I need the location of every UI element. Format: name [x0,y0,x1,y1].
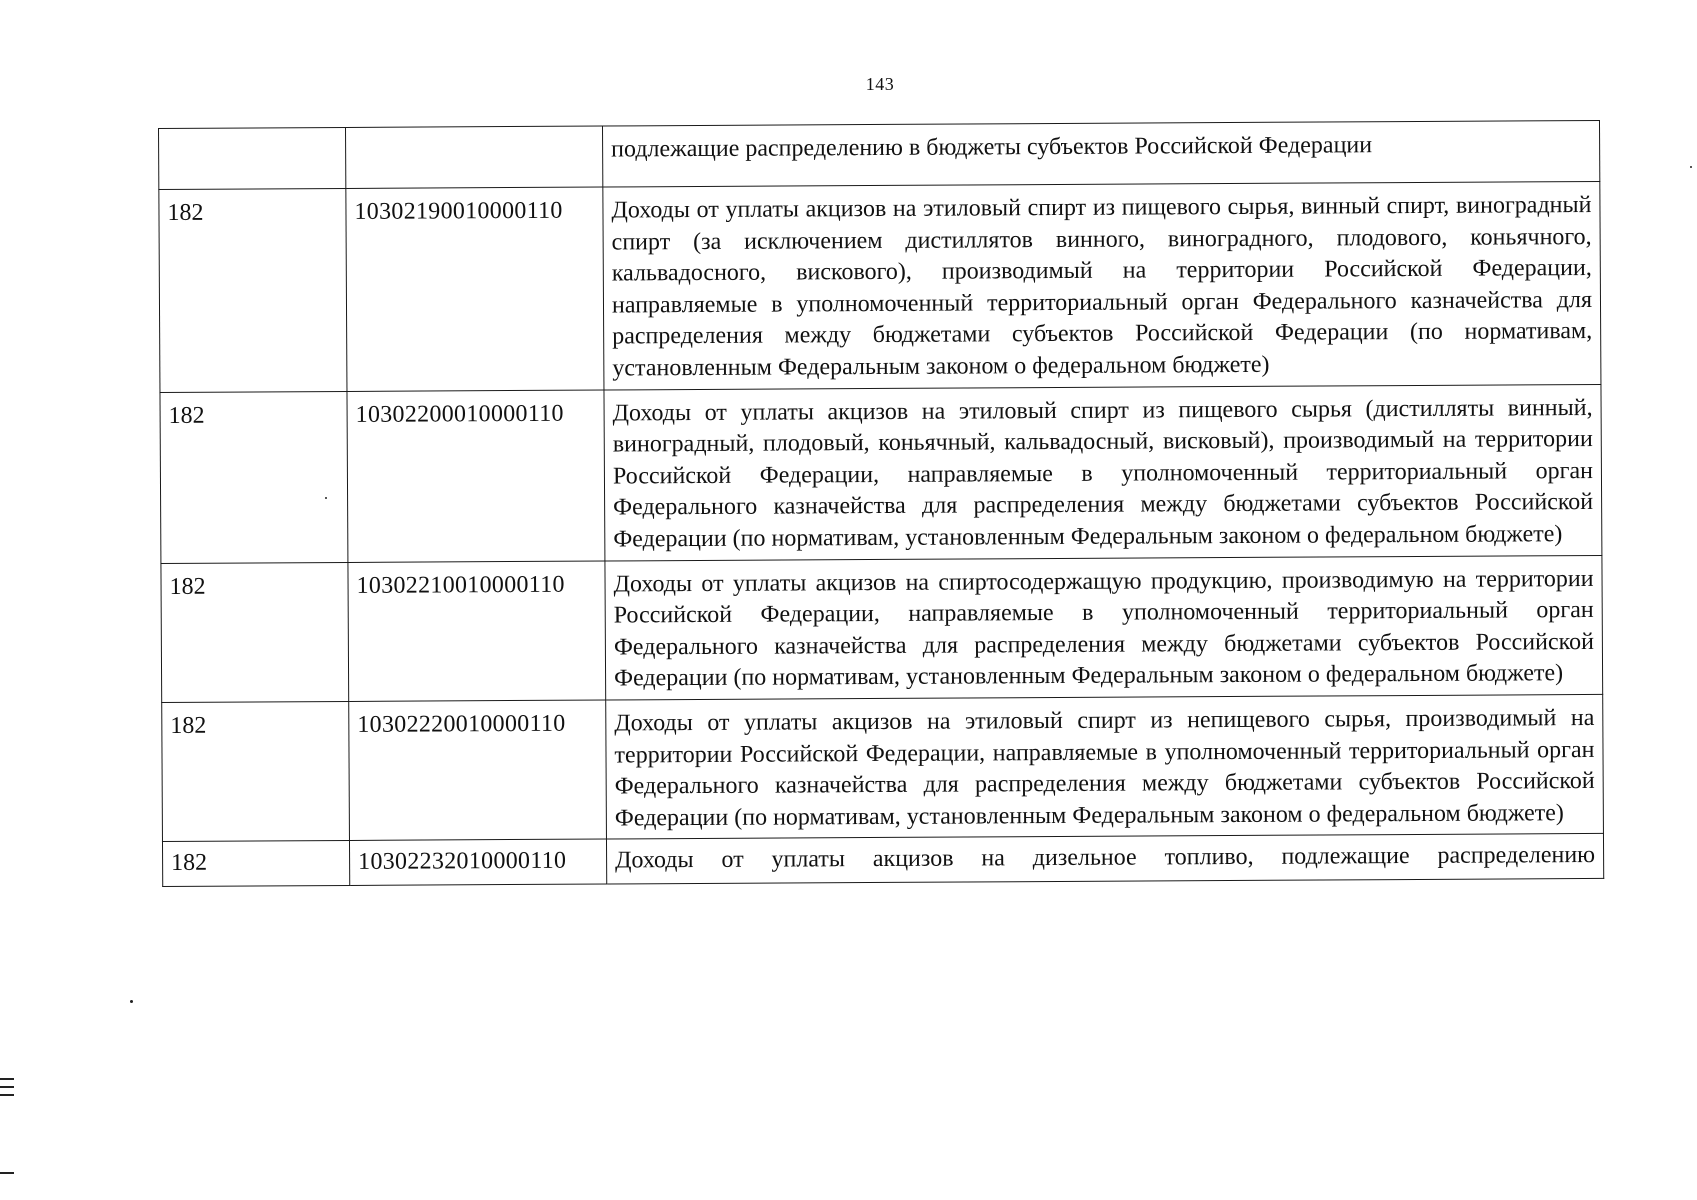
revenue-name-cell: Доходы от уплаты акцизов на дизельное топливо, подлежащие распределению [606,834,1603,885]
revenue-name-cell: Доходы от уплаты акцизов на спиртосодержащую продукцию, производимую на территории Российской Федерации, направляемые в уполномоченный территориальный орган Федерального казначейства для распределения между бюджетами субъектов Российской Федерации (по нормативам, установленным Федеральным законом о федеральном бюджете) [605,555,1603,700]
scan-margin-mark [0,1078,14,1080]
table-row [161,555,1603,702]
admin-code-cell: 182 [162,841,349,887]
scan-speck [325,497,327,499]
revenue-codes-table [158,120,1604,887]
budget-classification-code-cell: 10302210010000110 [348,561,606,702]
budget-classification-code-cell: 10302200010000110 [347,390,605,562]
table-row [162,834,1603,887]
table-row [162,694,1604,841]
admin-code-cell: 182 [162,701,350,841]
admin-code-cell: 182 [161,562,349,702]
scan-margin-mark [0,1086,14,1088]
scan-speck [1690,166,1692,168]
table-row [160,384,1602,563]
budget-classification-code-cell: 10302190010000110 [346,187,604,391]
budget-classification-code-cell [345,126,602,188]
revenue-name-cell: Доходы от уплаты акцизов на этиловый спирт из пищевого сырья, винный спирт, виноградный спирт (за исключением дистиллятов винного, виноградного, плодового, коньячного, кальвадосного, вискового), производимый на территории Российской Федерации, направляемые в уполномоченный территориальный орган Федерального казначейства для распределения между бюджетами субъектов Российской Федерации (по нормативам, установленным Федеральным законом о федеральном бюджете) [603,181,1601,389]
page-number: 143 [865,74,895,94]
revenue-name-cell: Доходы от уплаты акцизов на этиловый спирт из пищевого сырья (дистилляты винный, виноградный, плодовый, коньячный, кальвадосный, висковый), производимый на территории Российской Федерации, направляемые в уполномоченный территориальный орган Федерального казначейства для распределения между бюджетами субъектов Российской Федерации (по нормативам, установленным Федеральным законом о федеральном бюджете) [604,384,1602,561]
budget-classification-code-cell: 10302220010000110 [349,700,607,841]
admin-code-cell [159,127,346,189]
scan-speck [130,1000,133,1003]
admin-code-cell: 182 [160,391,348,563]
revenue-name-cell: подлежащие распределению в бюджеты субъектов Российской Федерации [602,120,1599,187]
scan-margin-mark [0,1172,14,1174]
scan-margin-mark [0,1094,14,1096]
table-row [159,120,1600,189]
table-row [159,181,1601,392]
revenue-name-cell: Доходы от уплаты акцизов на этиловый спирт из непищевого сырья, производимый на территории Российской Федерации, направляемые в уполномоченный территориальный орган Федерального казначейства для распределения между бюджетами субъектов Российской Федерации (по нормативам, установленным Федеральным законом о федеральном бюджете) [606,694,1604,839]
budget-classification-code-cell: 10302232010000110 [349,839,606,885]
admin-code-cell: 182 [159,188,347,392]
